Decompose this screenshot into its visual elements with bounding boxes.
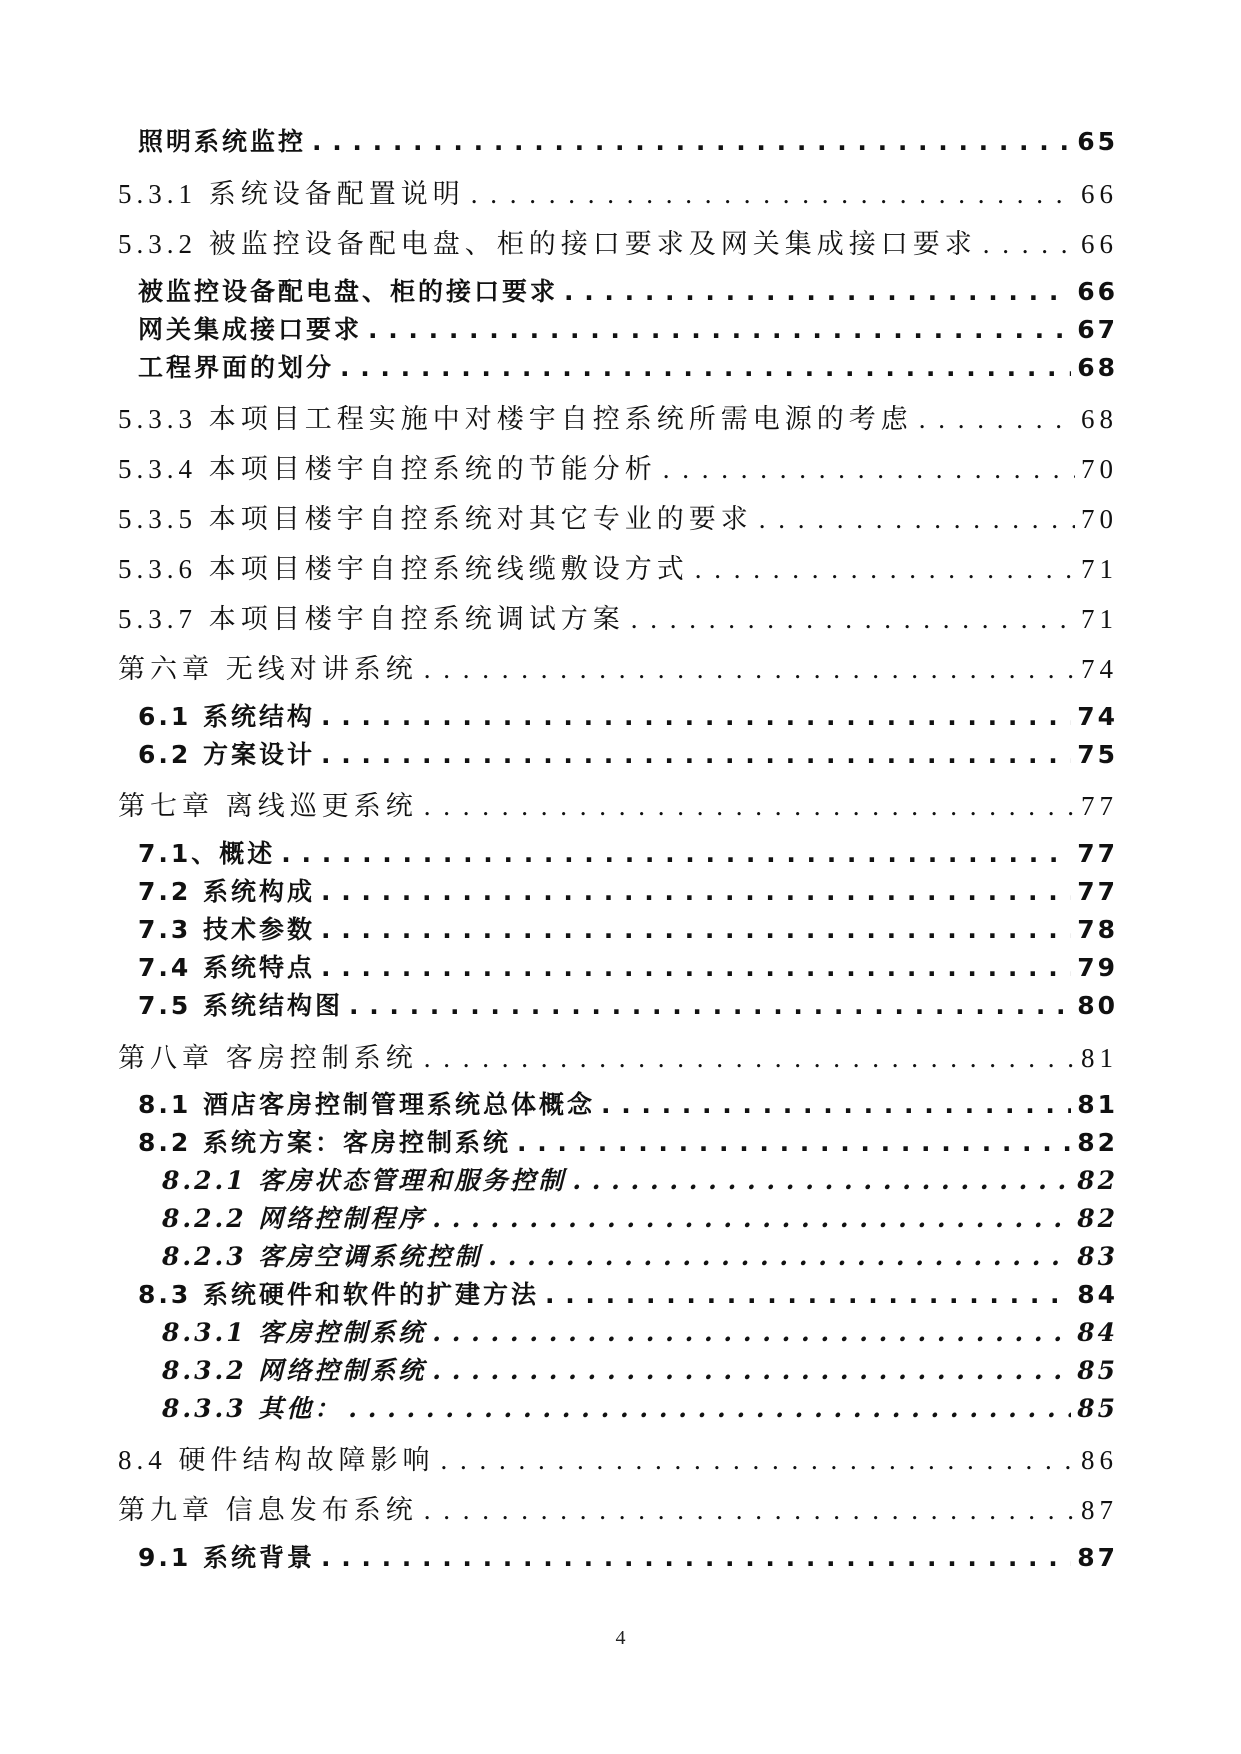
toc-entry[interactable] <box>118 647 1118 686</box>
toc-entry[interactable] <box>138 834 1118 870</box>
toc-entry-title: 8.3.1 客房控制系统 <box>162 1318 427 1347</box>
toc-dot-leader <box>432 1204 1071 1233</box>
toc-dot-leader <box>340 353 1071 382</box>
toc-entry-title: 网关集成接口要求 <box>138 315 363 344</box>
toc-dot-leader <box>441 1445 1076 1476</box>
toc-entry[interactable] <box>138 122 1118 158</box>
toc-entry-title: 5.3.7 本项目楼宇自控系统调试方案 <box>118 604 625 634</box>
toc-dot-leader <box>488 1242 1071 1271</box>
toc-entry[interactable] <box>138 310 1118 346</box>
toc-entry-title: 5.3.4 本项目楼宇自控系统的节能分析 <box>118 454 657 484</box>
toc-entry[interactable] <box>118 497 1118 536</box>
toc-entry-title: 7.3 技术参数 <box>138 915 315 944</box>
toc-entry-page: 75 <box>1077 740 1118 769</box>
toc-entry-title: 6.2 方案设计 <box>138 740 315 769</box>
toc-entry[interactable] <box>138 1538 1118 1574</box>
toc-entry-page: 74 <box>1077 702 1118 731</box>
toc-dot-leader <box>663 454 1075 485</box>
toc-entry[interactable] <box>138 872 1118 908</box>
toc-dot-leader <box>424 654 1075 685</box>
toc-entry-title: 8.2.3 客房空调系统控制 <box>162 1242 483 1271</box>
toc-entry-page: 86 <box>1081 1445 1118 1475</box>
toc-entry-title: 7.2 系统构成 <box>138 877 315 906</box>
toc-entry-title: 5.3.5 本项目楼宇自控系统对其它专业的要求 <box>118 504 753 534</box>
toc-dot-leader <box>517 1128 1071 1157</box>
toc-entry-page: 87 <box>1081 1495 1118 1525</box>
toc-entry-page: 66 <box>1081 179 1118 209</box>
toc-entry[interactable] <box>162 1237 1118 1273</box>
toc-entry-title: 5.3.3 本项目工程实施中对楼宇自控系统所需电源的考虑 <box>118 404 913 434</box>
toc-entry-page: 81 <box>1077 1090 1118 1119</box>
toc-dot-leader <box>432 1356 1071 1385</box>
toc-entry[interactable] <box>138 697 1118 733</box>
toc-entry-title: 7.1、概述 <box>138 839 276 868</box>
toc-entry-page: 78 <box>1077 915 1118 944</box>
toc-dot-leader <box>321 953 1071 982</box>
toc-entry-title: 5.3.1 系统设备配置说明 <box>118 179 465 209</box>
toc-entry-page: 68 <box>1077 353 1118 382</box>
toc-dot-leader <box>321 877 1071 906</box>
toc-entry-title: 5.3.6 本项目楼宇自控系统线缆敷设方式 <box>118 554 689 584</box>
toc-entry[interactable] <box>162 1161 1118 1197</box>
toc-entry-title: 8.1 酒店客房控制管理系统总体概念 <box>138 1090 595 1119</box>
toc-dot-leader <box>631 604 1075 635</box>
toc-dot-leader <box>349 991 1071 1020</box>
toc-entry-page: 85 <box>1077 1394 1118 1423</box>
toc-dot-leader <box>424 791 1075 822</box>
toc-entry[interactable] <box>162 1199 1118 1235</box>
toc-entry[interactable] <box>138 948 1118 984</box>
toc-entry-page: 84 <box>1077 1280 1118 1309</box>
toc-entry-title: 5.3.2 被监控设备配电盘、柜的接口要求及网关集成接口要求 <box>118 229 977 259</box>
toc-entry-page: 74 <box>1081 654 1118 684</box>
toc-entry-page: 82 <box>1077 1128 1118 1157</box>
toc-entry-title: 8.3 系统硬件和软件的扩建方法 <box>138 1280 539 1309</box>
toc-dot-leader <box>321 702 1071 731</box>
toc-entry-title: 第六章 无线对讲系统 <box>118 654 418 684</box>
toc-entry-title: 8.4 硬件结构故障影响 <box>118 1445 435 1475</box>
toc-entry[interactable] <box>162 1313 1118 1349</box>
toc-entry[interactable] <box>118 222 1118 261</box>
toc-entry-page: 83 <box>1077 1242 1118 1271</box>
toc-entry-title: 7.5 系统结构图 <box>138 991 343 1020</box>
toc-entry-title: 8.3.2 网络控制系统 <box>162 1356 427 1385</box>
toc-dot-leader <box>321 915 1071 944</box>
toc-entry-page: 79 <box>1077 953 1118 982</box>
toc-entry[interactable] <box>118 172 1118 211</box>
toc-entry[interactable] <box>138 1085 1118 1121</box>
toc-entry[interactable] <box>162 1389 1118 1425</box>
toc-entry-title: 第七章 离线巡更系统 <box>118 791 418 821</box>
toc-entry[interactable] <box>118 1438 1118 1477</box>
toc-dot-leader <box>432 1318 1071 1347</box>
toc-entry-page: 85 <box>1077 1356 1118 1385</box>
toc-entry-page: 80 <box>1077 991 1118 1020</box>
toc-entry-page: 81 <box>1081 1043 1118 1073</box>
toc-entry-title: 9.1 系统背景 <box>138 1543 315 1572</box>
toc-entry[interactable] <box>118 1036 1118 1075</box>
toc-dot-leader <box>983 229 1075 260</box>
toc-entry-title: 8.3.3 其他： <box>162 1394 343 1423</box>
toc-dot-leader <box>348 1394 1071 1423</box>
toc-dot-leader <box>545 1280 1071 1309</box>
toc-dot-leader <box>471 179 1075 210</box>
toc-entry-page: 66 <box>1077 277 1118 306</box>
toc-dot-leader <box>695 554 1075 585</box>
toc-entry-title: 第八章 客房控制系统 <box>118 1043 418 1073</box>
toc-entry-title: 第九章 信息发布系统 <box>118 1495 418 1525</box>
toc-entry[interactable] <box>138 986 1118 1022</box>
toc-dot-leader <box>759 504 1075 535</box>
toc-dot-leader <box>601 1090 1071 1119</box>
toc-dot-leader <box>321 1543 1071 1572</box>
toc-entry-page: 71 <box>1081 604 1118 634</box>
toc-entry[interactable] <box>138 1275 1118 1311</box>
toc-entry-title: 工程界面的划分 <box>138 353 335 382</box>
toc-entry[interactable] <box>118 447 1118 486</box>
toc-entry[interactable] <box>118 784 1118 823</box>
toc-entry-page: 84 <box>1077 1318 1118 1347</box>
page-number: 4 <box>615 1627 626 1649</box>
toc-entry-page: 77 <box>1077 839 1118 868</box>
toc-entry[interactable] <box>162 1351 1118 1387</box>
toc-dot-leader <box>424 1495 1075 1526</box>
toc-entry-title: 7.4 系统特点 <box>138 953 315 982</box>
toc-entry-page: 82 <box>1077 1166 1118 1195</box>
toc-entry-page: 77 <box>1081 791 1118 821</box>
toc-dot-leader <box>919 404 1075 435</box>
toc-entry-page: 82 <box>1077 1204 1118 1233</box>
toc-dot-leader <box>572 1166 1071 1195</box>
toc-entry-title: 照明系统监控 <box>138 127 307 156</box>
toc-entry-page: 67 <box>1077 315 1118 344</box>
toc-entry[interactable] <box>138 1123 1118 1159</box>
toc-entry[interactable] <box>118 547 1118 586</box>
toc-entry[interactable] <box>118 1488 1118 1527</box>
toc-entry-page: 70 <box>1081 504 1118 534</box>
toc-dot-leader <box>281 839 1071 868</box>
toc-entry[interactable] <box>138 735 1118 771</box>
toc-entry[interactable] <box>118 597 1118 636</box>
toc-entry-title: 6.1 系统结构 <box>138 702 315 731</box>
toc-dot-leader <box>368 315 1071 344</box>
toc-entry-page: 87 <box>1077 1543 1118 1572</box>
toc-entry-title: 8.2.2 网络控制程序 <box>162 1204 427 1233</box>
toc-dot-leader <box>424 1043 1075 1074</box>
toc-dot-leader <box>321 740 1071 769</box>
toc-entry-page: 77 <box>1077 877 1118 906</box>
toc-entry[interactable] <box>138 348 1118 384</box>
toc-entry-page: 66 <box>1081 229 1118 259</box>
toc-entry-page: 70 <box>1081 454 1118 484</box>
toc-entry[interactable] <box>138 910 1118 946</box>
toc-entry[interactable] <box>118 397 1118 436</box>
toc-entry-page: 71 <box>1081 554 1118 584</box>
toc-entry[interactable] <box>138 272 1118 308</box>
toc-entry-title: 8.2.1 客房状态管理和服务控制 <box>162 1166 567 1195</box>
toc-entry-page: 68 <box>1081 404 1118 434</box>
toc-entry-page: 65 <box>1077 127 1118 156</box>
toc-dot-leader <box>564 277 1071 306</box>
toc-entry-title: 被监控设备配电盘、柜的接口要求 <box>138 277 559 306</box>
toc-entry-title: 8.2 系统方案：客房控制系统 <box>138 1128 511 1157</box>
toc-dot-leader <box>312 127 1071 156</box>
